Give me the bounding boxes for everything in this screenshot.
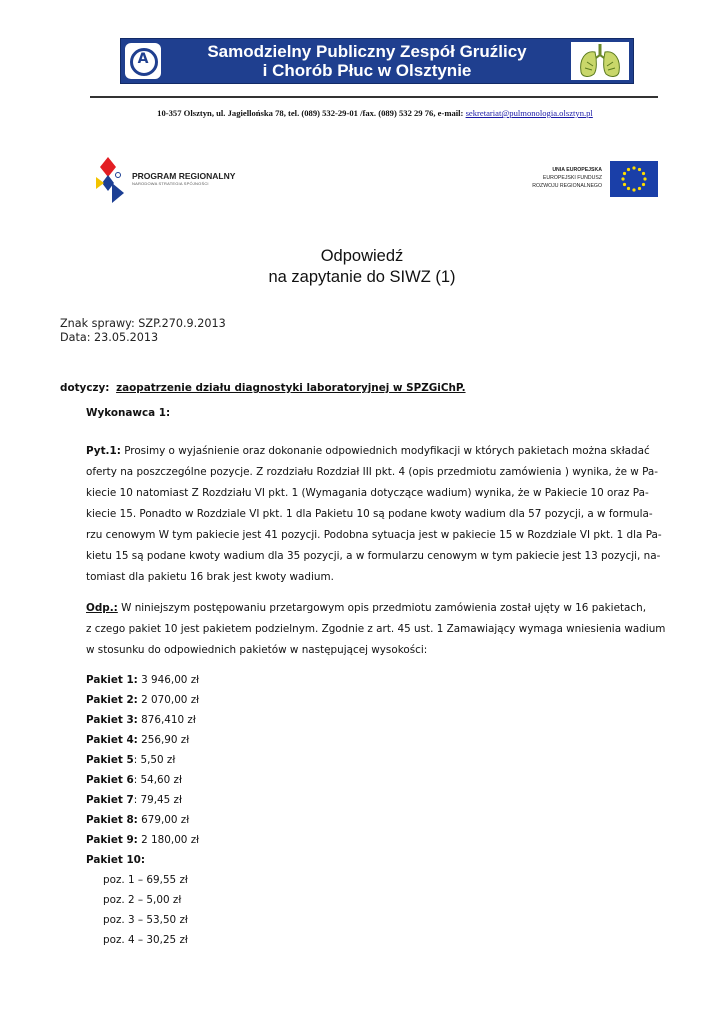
- position-item: poz. 4 – 30,25 zł: [103, 934, 188, 946]
- package-value: 256,90 zł: [137, 734, 190, 746]
- package-label: Pakiet 6: [86, 774, 134, 786]
- email-link[interactable]: sekretariat@pulmonologia.olsztyn.pl: [465, 108, 593, 118]
- answer-label: Odp.:: [86, 602, 118, 614]
- position-item: poz. 3 – 53,50 zł: [103, 914, 188, 926]
- subject-text: zaopatrzenie działu diagnostyki laboratoryjnej w SPZGiChP.: [116, 382, 466, 394]
- package-label: Pakiet 2:: [86, 694, 138, 706]
- answer-line: W niniejszym postępowaniu przetargowym opis przedmiotu zamówienia został ujęty w 16 pakietach,: [121, 602, 647, 614]
- package-value: 3 946,00 zł: [137, 674, 200, 686]
- subject-label: dotyczy:: [60, 382, 110, 394]
- answer-block: [86, 598, 666, 661]
- subject-line: [60, 378, 466, 399]
- package-item: [86, 750, 199, 770]
- question-line: oferty na poszczególne pozycje. Z rozdziału Rozdział III pkt. 4 (opis przedmiotu zamówienia ) wynika, że w Pa-: [86, 466, 658, 478]
- package-value: 679,00 zł: [137, 814, 190, 826]
- title-line2: na zapytanie do SIWZ (1): [268, 268, 456, 286]
- question-line: kiecie 15. Ponadto w Rozdziale VI pkt. 1 dla Pakietu 10 są podane kwoty wadium dla 57 pozycji, a w formula-: [86, 508, 653, 520]
- position-item: poz. 1 – 69,55 zł: [103, 874, 188, 886]
- question-line: rzu cenowym W tym pakiecie jest 41 pozycji. Podobna sytuacja jest w pakiecie 15 w Rozdziale VI pkt. 1 dla Pa-: [86, 529, 662, 541]
- case-number: Znak sprawy: SZP.270.9.2013: [60, 317, 226, 330]
- package-label: Pakiet 1:: [86, 674, 138, 686]
- position-item: poz. 2 – 5,00 zł: [103, 894, 182, 906]
- question-line: kiecie 10 natomiast Z Rozdziału VI pkt. 1 (Wymagania dotyczące wadium) wynika, że w Pakiecie 10 oraz Pa-: [86, 487, 649, 499]
- contact-line: [60, 108, 690, 118]
- contractor-label: Wykonawca 1:: [86, 407, 171, 419]
- program-regionalny-subtitle: NARODOWA STRATEGIA SPÓJNOŚCI: [132, 181, 209, 186]
- question-block: [86, 441, 660, 588]
- package-item: [86, 790, 199, 810]
- eu-fund-line1: EUROPEJSKI FUNDUSZ: [542, 175, 602, 181]
- answer-line: z czego pakiet 10 jest pakietem podzielnym. Zgodnie z art. 45 ust. 1 Zamawiający wymaga wniesienia wadium: [86, 623, 666, 635]
- package-value: : 5,50 zł: [133, 754, 176, 766]
- package-value: : 54,60 zł: [133, 774, 182, 786]
- eu-flag-icon: [610, 161, 658, 197]
- question-line: Prosimy o wyjaśnienie oraz dokonanie odpowiednich modyfikacji w których pakietach można składać: [124, 445, 650, 457]
- contractor-heading: [86, 403, 170, 424]
- answer-line: w stosunku do odpowiednich pakietów w następującej wysokości:: [86, 644, 428, 656]
- eu-fund-logo: [512, 155, 660, 203]
- program-regionalny-title: PROGRAM REGIONALNY: [132, 171, 236, 181]
- package-value: 2 180,00 zł: [137, 834, 200, 846]
- question-line: kietu 15 są podane kwoty wadium dla 35 pozycji, a w formularzu cenowym w tym pakiecie jest 13 pozycji, na-: [86, 550, 661, 562]
- title-line1: Odpowiedź: [320, 247, 404, 265]
- package-item: [86, 690, 199, 710]
- package-label: Pakiet 3:: [86, 714, 138, 726]
- header-divider: [90, 96, 658, 98]
- package-label: Pakiet 9:: [86, 834, 138, 846]
- package-item: [86, 830, 199, 850]
- package-item: [86, 710, 199, 730]
- institution-name-line2: i Chorób Płuc w Olsztynie: [262, 61, 472, 80]
- program-regionalny-logo: [90, 145, 248, 213]
- package-label: Pakiet 10:: [86, 854, 146, 866]
- question-line: tomiast dla pakietu 16 brak jest kwoty wadium.: [86, 571, 334, 583]
- package-item: [86, 810, 199, 830]
- package-value: 2 070,00 zł: [137, 694, 200, 706]
- package-label: Pakiet 5: [86, 754, 134, 766]
- question-label: Pyt.1:: [86, 445, 121, 457]
- document-meta: [60, 317, 226, 345]
- package-item: [86, 730, 199, 750]
- package-item: [86, 770, 199, 790]
- institution-name-line1: Samodzielny Publiczny Zespół Gruźlicy: [207, 42, 527, 61]
- document-title: [0, 246, 724, 288]
- lungs-icon: [571, 42, 629, 80]
- institution-name: [167, 42, 567, 80]
- eu-title: UNIA EUROPEJSKA: [552, 167, 602, 173]
- contact-address: 10-357 Olsztyn, ul. Jagiellońska 78, tel. (089) 532-29-01 /fax. (089) 532 29 76, e-mail:: [157, 108, 466, 118]
- document-date: Data: 23.05.2013: [60, 331, 159, 344]
- package-label: Pakiet 7: [86, 794, 134, 806]
- header-banner: [120, 38, 634, 84]
- package-list: [86, 670, 199, 950]
- package-value: : 79,45 zł: [133, 794, 182, 806]
- position-list: [86, 870, 199, 950]
- program-regionalny-emblem-icon: [90, 153, 130, 205]
- package-label: Pakiet 4:: [86, 734, 138, 746]
- package-label: Pakiet 8:: [86, 814, 138, 826]
- package-value: 876,410 zł: [137, 714, 196, 726]
- package-item: [86, 850, 199, 870]
- package-item: [86, 670, 199, 690]
- hospital-logo-icon: A: [125, 43, 161, 79]
- eu-fund-line2: ROZWOJU REGIONALNEGO: [532, 183, 602, 189]
